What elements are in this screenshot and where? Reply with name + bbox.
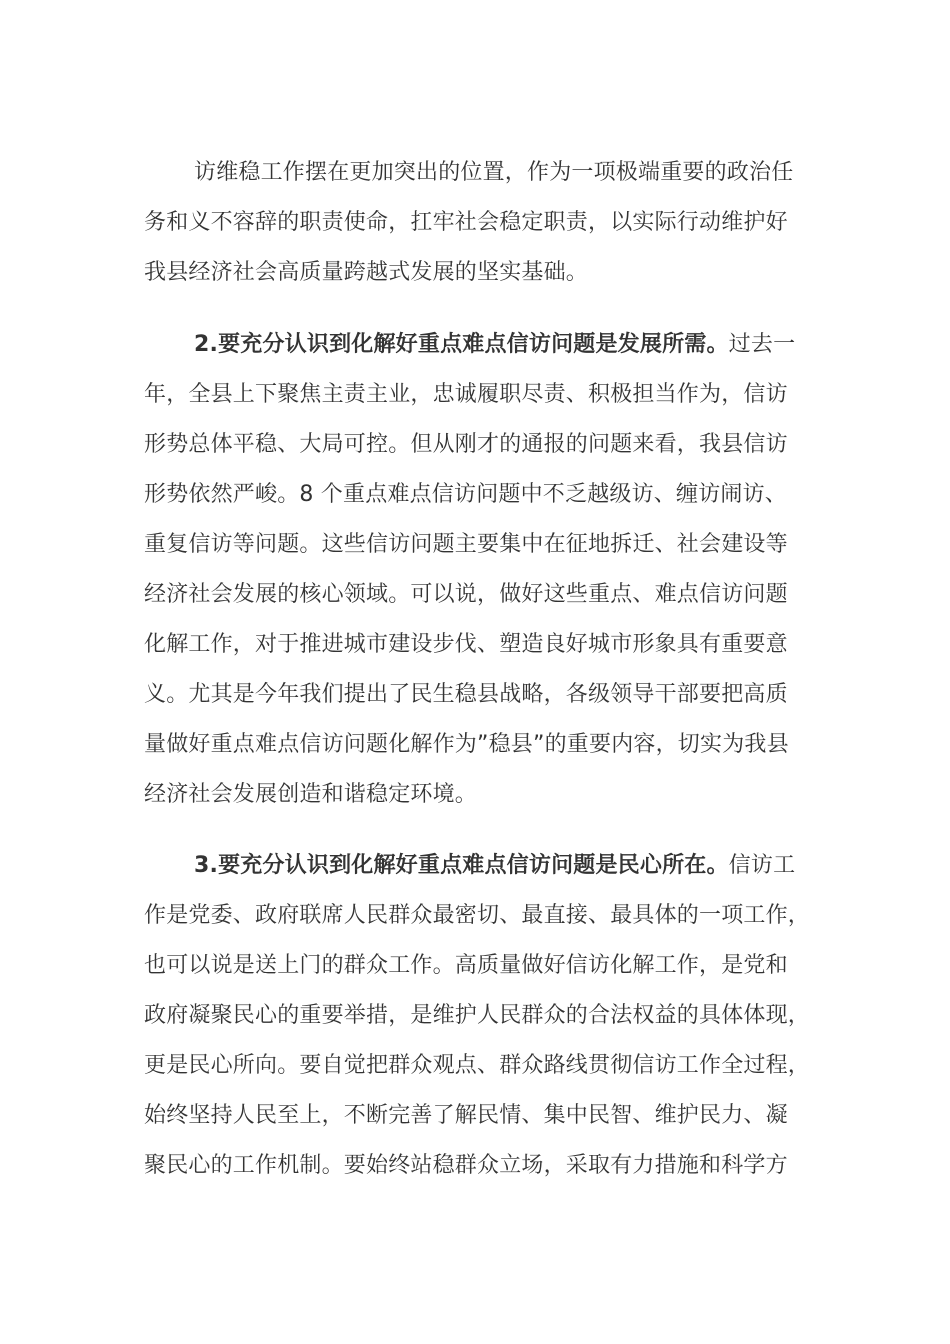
paragraph-1-line-2: 务和义不容辞的职责使命，扛牢社会稳定职责，以实际行动维护好 — [144, 210, 788, 235]
paragraph-1-line-3: 我县经济社会高质量跨越式发展的坚实基础。 — [144, 260, 589, 285]
paragraph-2-line: 化解工作，对于推进城市建设步伐、塑造良好城市形象具有重要意 — [144, 632, 788, 657]
paragraph-3-line: 政府凝聚民心的重要举措，是维护人民群众的合法权益的具体体现， — [144, 1003, 811, 1028]
paragraph-3-first-line-rest: 信访工 — [728, 853, 796, 878]
paragraph-3-line: 也可以说是送上门的群众工作。高质量做好信访化解工作，是党和 — [144, 953, 788, 978]
paragraph-3-line: 聚民心的工作机制。要始终站稳群众立场，采取有力措施和科学方 — [144, 1153, 788, 1178]
paragraph-2-line: 量做好重点难点信访问题化解作为”稳县”的重要内容，切实为我县 — [144, 732, 789, 757]
paragraph-2-line: 形势总体平稳、大局可控。但从刚才的通报的问题来看，我县信访 — [144, 432, 788, 457]
paragraph-2-first-line-rest: 过去一 — [728, 332, 796, 357]
paragraph-3-first-line — [194, 849, 795, 883]
paragraph-2-first-line — [194, 328, 795, 362]
paragraph-1-line-1: 访维稳工作摆在更加突出的位置，作为一项极端重要的政治任 — [194, 160, 794, 185]
paragraph-2-line: 经济社会发展创造和谐稳定环境。 — [144, 782, 478, 807]
paragraph-3-line: 更是民心所向。要自觉把群众观点、群众路线贯彻信访工作全过程， — [144, 1053, 811, 1078]
paragraph-2-heading: 2.要充分认识到化解好重点难点信访问题是发展所需。 — [194, 332, 729, 357]
paragraph-2-line: 经济社会发展的核心领域。可以说，做好这些重点、难点信访问题 — [144, 582, 788, 607]
paragraph-3-heading: 3.要充分认识到化解好重点难点信访问题是民心所在。 — [194, 853, 729, 878]
paragraph-2-line: 义。尤其是今年我们提出了民生稳县战略，各级领导干部要把高质 — [144, 682, 788, 707]
paragraph-3-line: 始终坚持人民至上，不断完善了解民情、集中民智、维护民力、凝 — [144, 1103, 788, 1128]
paragraph-2-line: 年，全县上下聚焦主责主业，忠诚履职尽责、积极担当作为，信访 — [144, 382, 788, 407]
paragraph-2-line: 重复信访等问题。这些信访问题主要集中在征地拆迁、社会建设等 — [144, 532, 788, 557]
paragraph-3-line: 作是党委、政府联席人民群众最密切、最直接、最具体的一项工作， — [144, 903, 811, 928]
paragraph-2-line: 形势依然严峻。8 个重点难点信访问题中不乏越级访、缠访闹访、 — [144, 482, 787, 507]
